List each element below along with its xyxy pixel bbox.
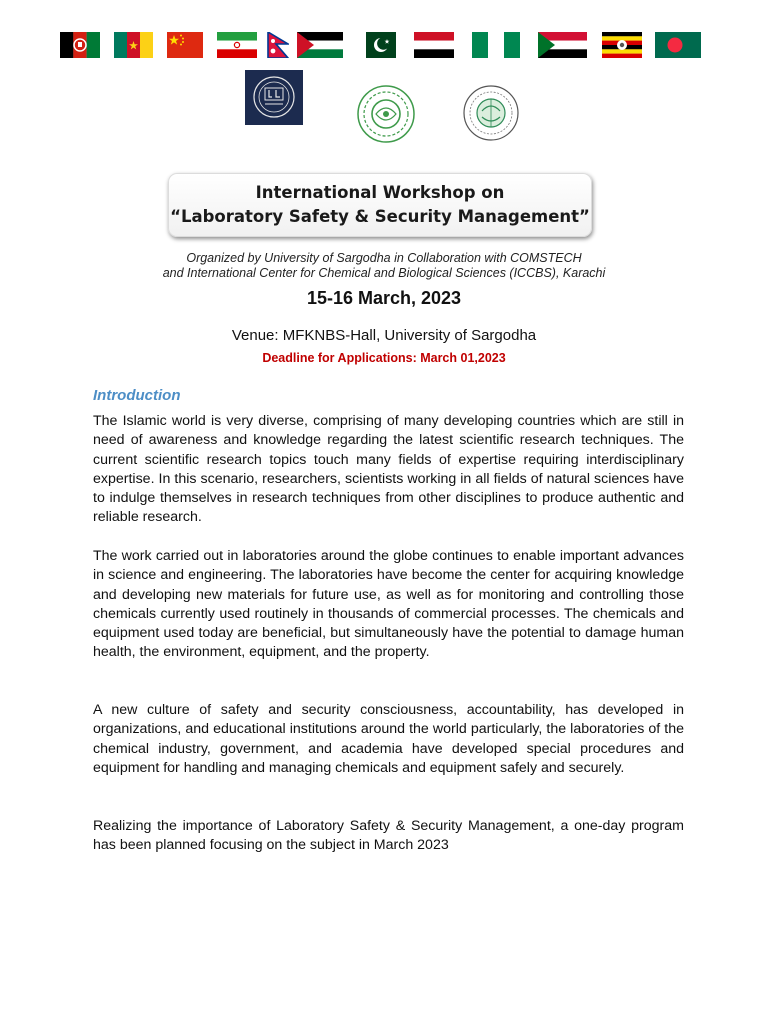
flag-cameroon (114, 32, 153, 58)
application-deadline: Deadline for Applications: March 01,2023 (262, 351, 506, 365)
flag-palestine (297, 32, 343, 58)
intro-paragraph-3: A new culture of safety and security consciousness, accountability, has developed in organizations, and educational institutions around the world particularly, the laboratories of the chemical industry, government, and academia have developed special procedures and equipment for handling and managing chemicals and equipment safely and securely. (93, 702, 684, 776)
organizers-text (0, 251, 768, 281)
flag-afghanistan (60, 32, 100, 58)
flag-iran (217, 32, 257, 58)
event-venue: Venue: MFKNBS-Hall, University of Sargodha (231, 327, 537, 344)
introduction-heading: Introduction (93, 387, 181, 404)
flag-yemen (414, 32, 454, 58)
flag-uganda (602, 32, 642, 58)
organizers-line2: and International Center for Chemical and Biological Sciences (ICCBS), Karachi (162, 266, 606, 280)
workshop-title-box (168, 173, 592, 237)
flag-pakistan (366, 32, 396, 58)
flag-nigeria (472, 32, 520, 58)
intro-paragraph-2: The work carried out in laboratories around the globe continues to enable important advances in science and engineering. The laboratories have become the center for acquiring knowledge and developing new materials for future use, as well as for monitoring and controlling those chemicals currently used routinely in thousands of commercial processes. The chemicals and equipment used today are beneficial, but simultaneously have the potential to damage human health, the environment, equipment, and the property. (93, 548, 684, 661)
iccbs-logo (460, 84, 522, 142)
flag-nepal (267, 32, 289, 58)
university-of-sargodha-logo (245, 70, 303, 125)
comstech-logo (356, 84, 416, 144)
organizers-line1: Organized by University of Sargodha in Collaboration with COMSTECH (186, 251, 582, 265)
flag-sudan (538, 32, 587, 58)
workshop-title-line2: “Laboratory Safety & Security Management” (170, 207, 590, 226)
intro-paragraph-1: The Islamic world is very diverse, comprising of many developing countries which are still in need of awareness and knowledge regarding the latest scientific research techniques. The current scientific research topics touch many fields of expertise requiring interdisciplinary expertise. In this scenario, researchers, scientists working in all fields of natural sciences have to indulge themselves in research techniques from other disciplines to produce authentic and reliable research. (93, 413, 684, 526)
event-date: 15-16 March, 2023 (306, 288, 462, 308)
flag-china (167, 32, 203, 58)
intro-paragraph-4: Realizing the importance of Laboratory Safety & Security Management, a one-day program has been planned focusing on the subject in March 2023 (93, 818, 684, 854)
workshop-title-line1: International Workshop on (255, 183, 505, 202)
flag-bangladesh (655, 32, 701, 58)
